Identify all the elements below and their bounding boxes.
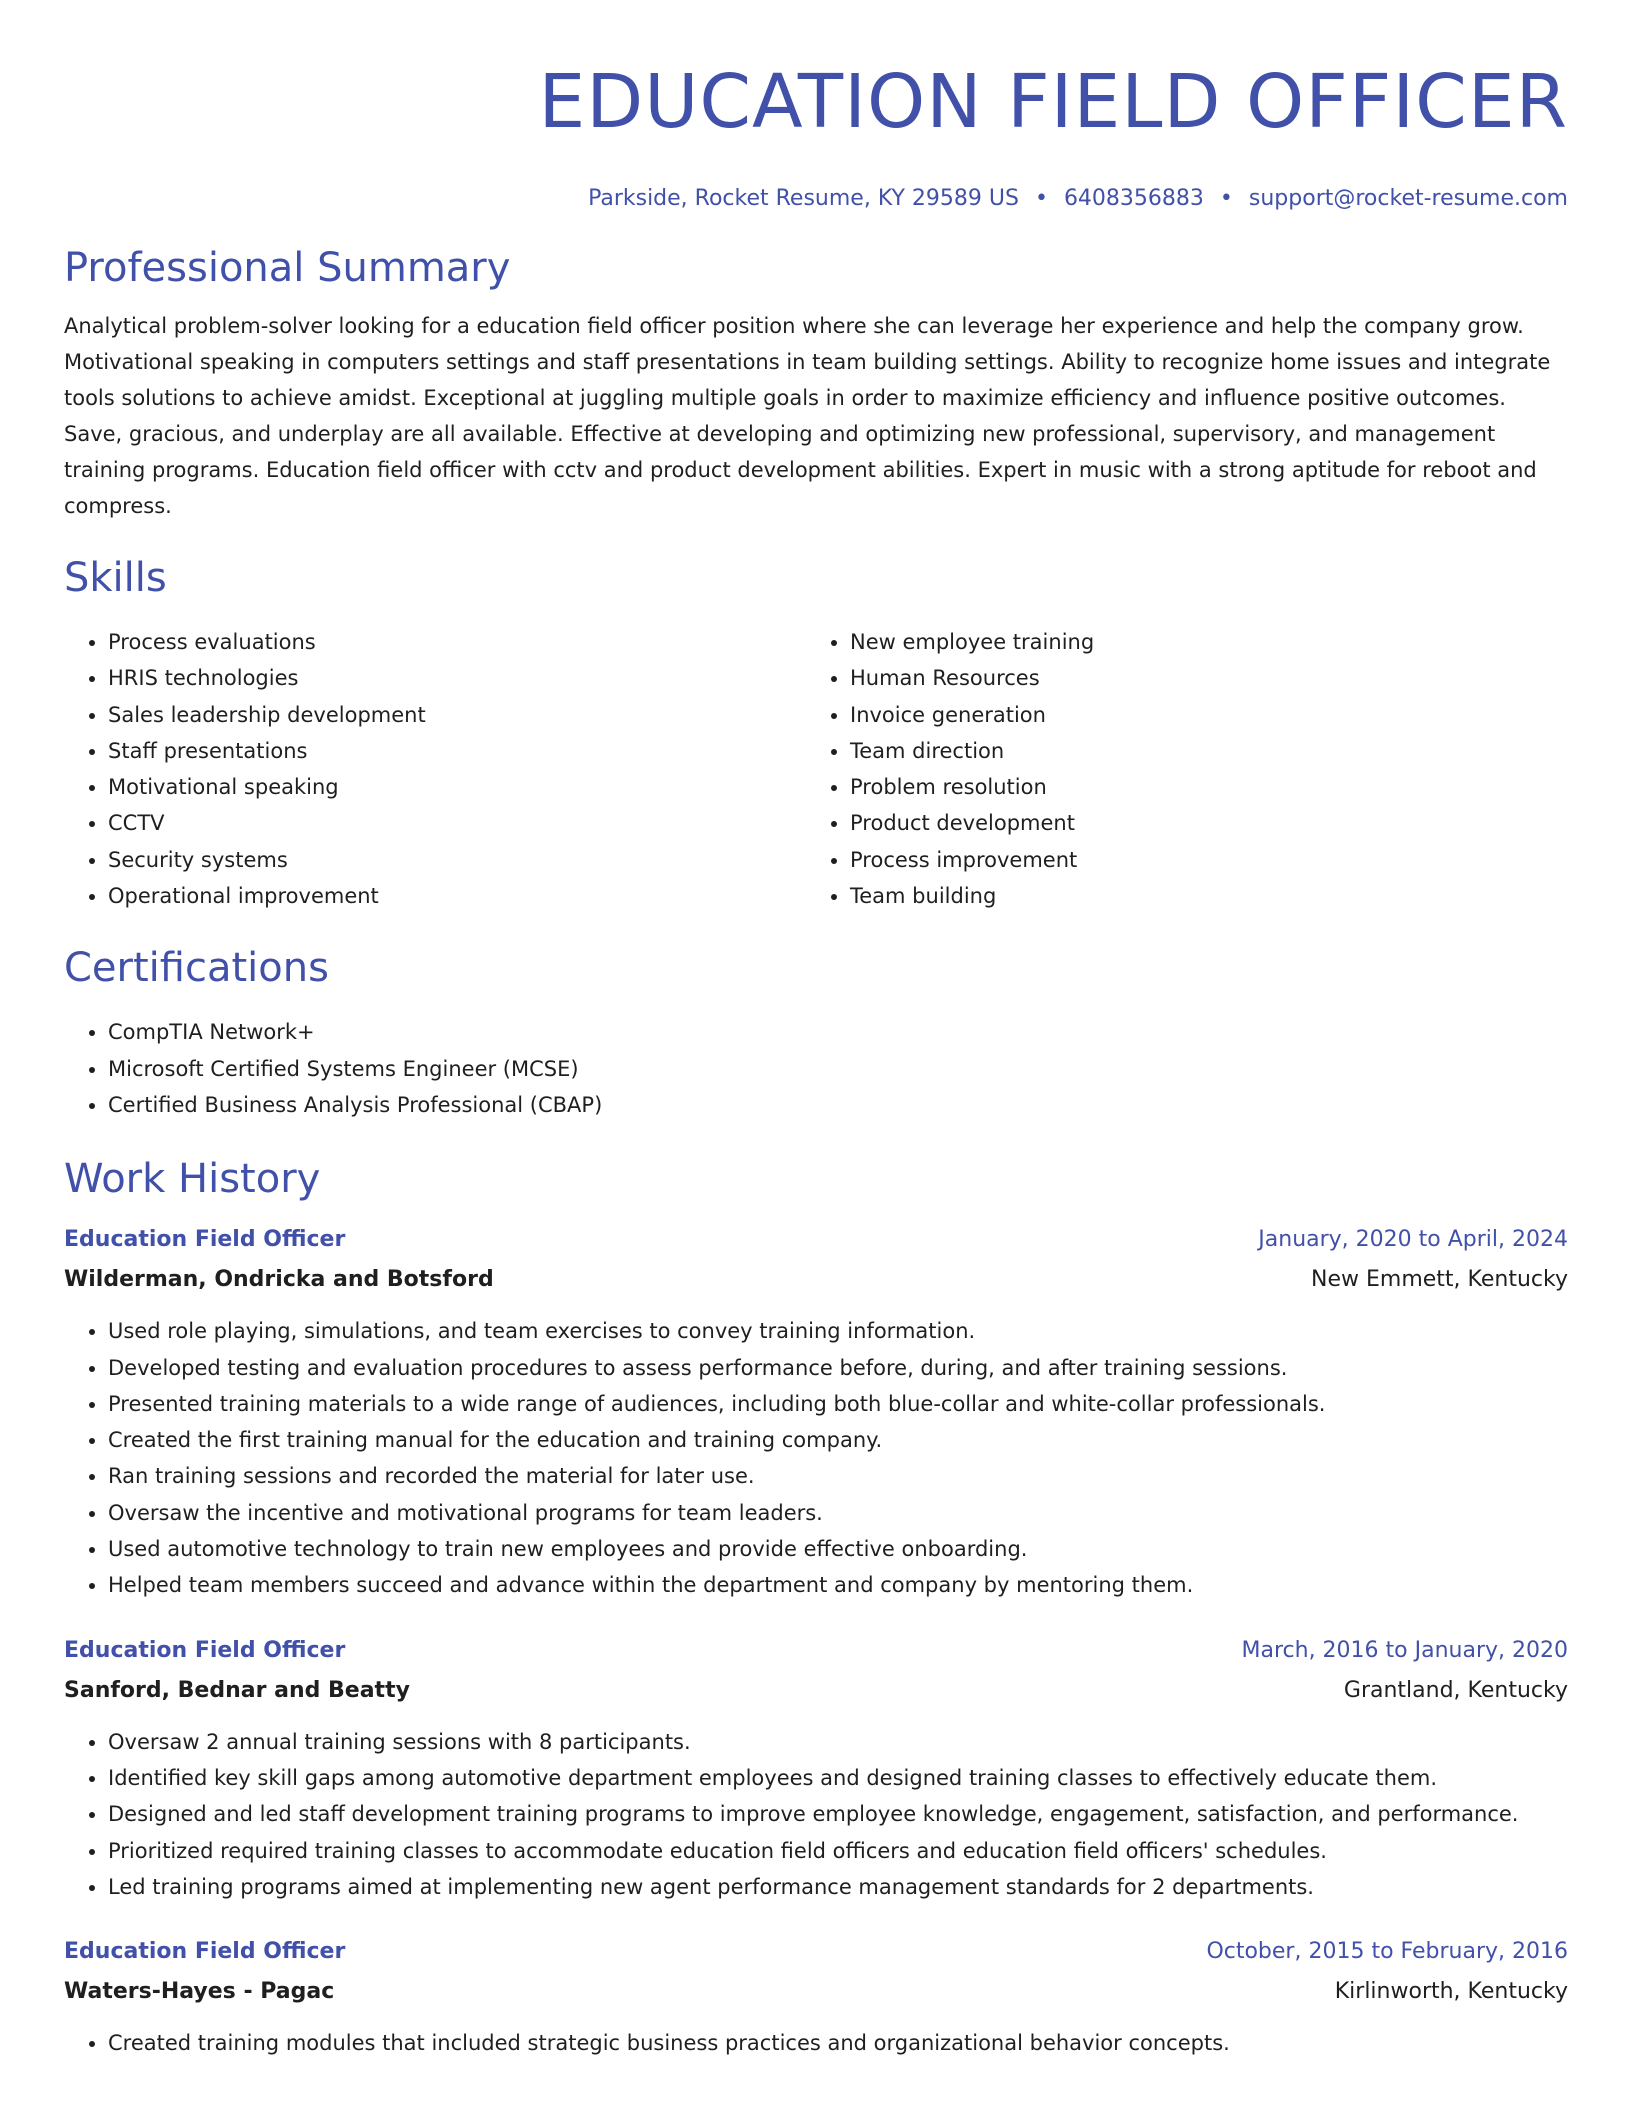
skill-item: • Process improvement bbox=[850, 842, 1548, 878]
job-company: Sanford, Bednar and Beatty bbox=[64, 1677, 410, 1703]
job-duty: • Ran training sessions and recorded the material for later use. bbox=[108, 1458, 1568, 1494]
contact-line bbox=[64, 184, 1568, 214]
job-header-row bbox=[64, 1225, 1568, 1255]
job-company-row bbox=[64, 1666, 1568, 1706]
job-dates: March, 2016 to January, 2020 bbox=[1241, 1637, 1568, 1663]
skill-item: • Process evaluations bbox=[108, 624, 806, 660]
resume-page bbox=[64, 0, 1568, 2061]
summary-text: Analytical problem-solver looking for a education field officer position where she can leverage her experience and help the company grow. Motivational speaking in computers settings and staff presentations in team building settings. Ability to recognize home issues and integrate tools solutions to achieve amidst. Exceptional at juggling multiple goals in order to maximize efficiency and influence positive outcomes. Save, gracious, and underplay are all available. Effective at developing and optimizing new professional, supervisory, and management training programs. Education field officer with cctv and product development abilities. Expert in music with a strong aptitude for reboot and compress. bbox=[64, 314, 1551, 518]
skill-item: • HRIS technologies bbox=[108, 660, 806, 696]
skill-item: • Product development bbox=[850, 805, 1548, 841]
job-duties-list bbox=[64, 1724, 1568, 1905]
skill-item: • Security systems bbox=[108, 842, 806, 878]
skill-item: • Staff presentations bbox=[108, 733, 806, 769]
job-title: Education Field Officer bbox=[64, 1939, 346, 1965]
job-duty: • Created training modules that included strategic business practices and organizational behavior concepts. bbox=[108, 2025, 1568, 2061]
job-entry bbox=[64, 1937, 1568, 2061]
job-dates: October, 2015 to February, 2016 bbox=[1206, 1939, 1568, 1965]
job-location: Grantland, Kentucky bbox=[1343, 1677, 1568, 1703]
job-duty: • Helped team members succeed and advance within the department and company by mentoring them. bbox=[108, 1567, 1568, 1603]
job-company: Waters-Hayes - Pagac bbox=[64, 1979, 335, 2005]
skills-list-right bbox=[806, 624, 1548, 914]
job-duty: • Used automotive technology to train new employees and provide effective onboarding. bbox=[108, 1531, 1568, 1567]
job-entry bbox=[64, 1636, 1568, 1905]
job-duty: • Used role playing, simulations, and team exercises to convey training information. bbox=[108, 1313, 1568, 1349]
job-header-row bbox=[64, 1636, 1568, 1666]
job-duty: • Created the first training manual for the education and training company. bbox=[108, 1422, 1568, 1458]
skills-column-left bbox=[64, 624, 806, 914]
job-duty: • Developed testing and evaluation procedures to assess performance before, during, and after training sessions. bbox=[108, 1350, 1568, 1386]
skill-item: • Team building bbox=[850, 878, 1548, 914]
job-company-row bbox=[64, 1967, 1568, 2007]
skill-item: • Human Resources bbox=[850, 660, 1548, 696]
job-company-row bbox=[64, 1255, 1568, 1295]
skill-item: • Team direction bbox=[850, 733, 1548, 769]
skill-item: • Motivational speaking bbox=[108, 769, 806, 805]
contact-separator: • bbox=[1034, 186, 1048, 211]
summary-heading: Professional Summary bbox=[64, 245, 511, 291]
skills-column-right bbox=[806, 624, 1548, 914]
job-duty: • Designed and led staff development training programs to improve employee knowledge, engagement, satisfaction, and performance. bbox=[108, 1796, 1568, 1832]
candidate-title: EDUCATION FIELD OFFICER bbox=[538, 59, 1568, 145]
contact-address: Parkside, Rocket Resume, KY 29589 US bbox=[588, 186, 1019, 211]
skill-item: • New employee training bbox=[850, 624, 1548, 660]
job-entry bbox=[64, 1225, 1568, 1603]
job-duty: • Oversaw 2 annual training sessions with 8 participants. bbox=[108, 1724, 1568, 1760]
job-header-row bbox=[64, 1937, 1568, 1967]
contact-separator: • bbox=[1219, 186, 1233, 211]
job-title: Education Field Officer bbox=[64, 1637, 346, 1663]
certification-item: • CompTIA Network+ bbox=[108, 1014, 1568, 1050]
job-company: Wilderman, Ondricka and Botsford bbox=[64, 1267, 494, 1293]
certification-item: • Certified Business Analysis Professional (CBAP) bbox=[108, 1087, 1568, 1123]
job-duty: • Oversaw the incentive and motivational programs for team leaders. bbox=[108, 1495, 1568, 1531]
skill-item: • Problem resolution bbox=[850, 769, 1548, 805]
job-dates: January, 2020 to April, 2024 bbox=[1258, 1227, 1568, 1253]
contact-email: support@rocket-resume.com bbox=[1248, 186, 1568, 211]
skills-grid bbox=[64, 624, 1568, 914]
job-location: Kirlinworth, Kentucky bbox=[1334, 1979, 1568, 2005]
job-title: Education Field Officer bbox=[64, 1227, 346, 1253]
job-duty: • Identified key skill gaps among automotive department employees and designed training classes to effectively educate them. bbox=[108, 1760, 1568, 1796]
job-duties-list bbox=[64, 2025, 1568, 2061]
skill-item: • Invoice generation bbox=[850, 697, 1548, 733]
skills-heading: Skills bbox=[64, 555, 167, 601]
work-history-heading: Work History bbox=[64, 1156, 321, 1203]
certification-item: • Microsoft Certified Systems Engineer (MCSE) bbox=[108, 1051, 1568, 1087]
job-duty: • Prioritized required training classes to accommodate education field officers and education field officers' schedules. bbox=[108, 1833, 1568, 1869]
contact-phone: 6408356883 bbox=[1063, 186, 1204, 211]
certifications-heading: Certifications bbox=[64, 945, 329, 992]
job-duties-list bbox=[64, 1313, 1568, 1603]
skills-list-left bbox=[64, 624, 806, 914]
skill-item: • Sales leadership development bbox=[108, 697, 806, 733]
certifications-list bbox=[64, 1014, 1568, 1123]
skill-item: • Operational improvement bbox=[108, 878, 806, 914]
job-location: New Emmett, Kentucky bbox=[1311, 1267, 1568, 1293]
job-duty: • Led training programs aimed at implementing new agent performance management standards for 2 departments. bbox=[108, 1869, 1568, 1905]
job-duty: • Presented training materials to a wide range of audiences, including both blue-collar and white-collar professionals. bbox=[108, 1386, 1568, 1422]
skill-item: • CCTV bbox=[108, 805, 806, 841]
resume-header bbox=[64, 52, 1568, 214]
